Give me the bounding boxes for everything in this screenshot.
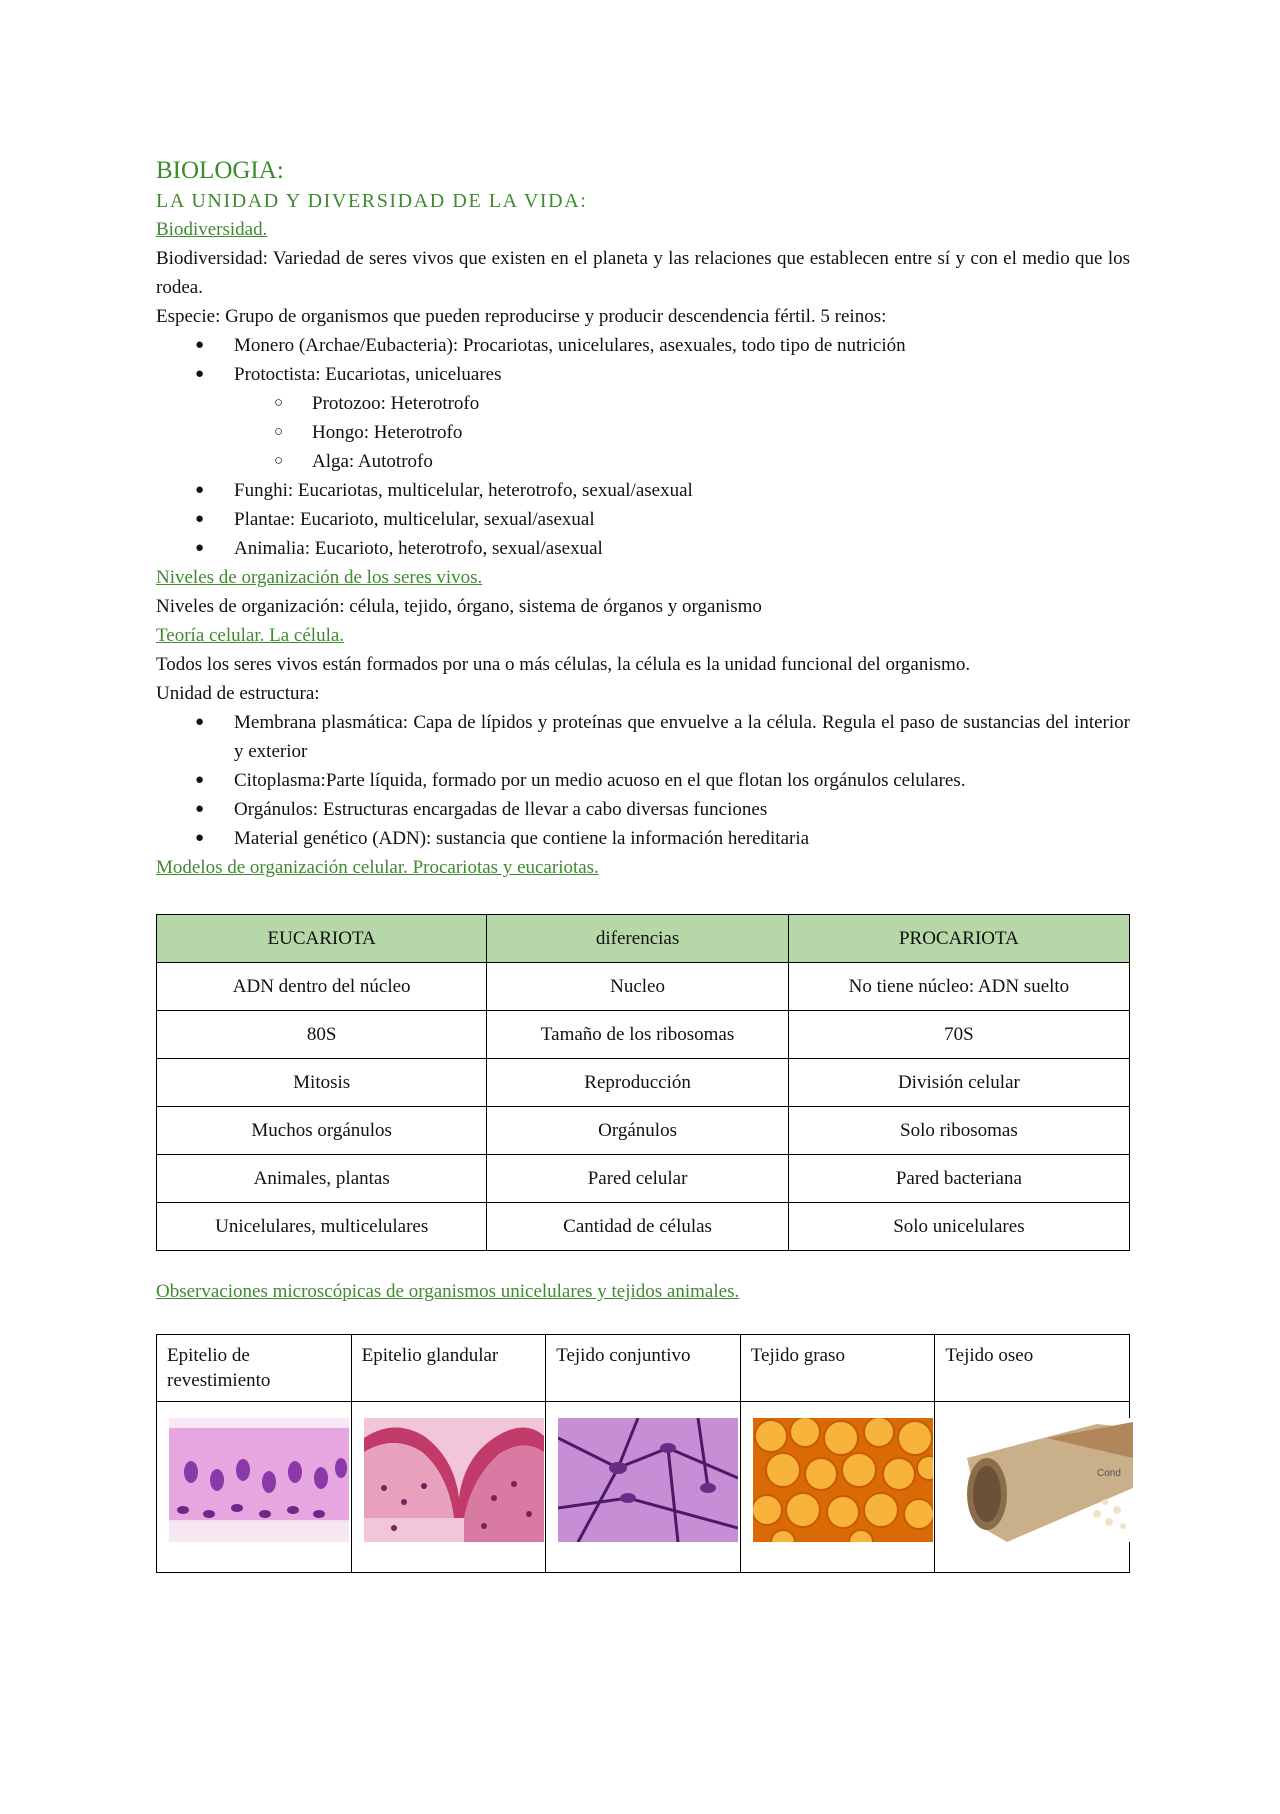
- epitelio-glandular-image: [364, 1418, 544, 1542]
- tissue-label: Epitelio glandular: [351, 1335, 546, 1402]
- paragraph-teoria: Todos los seres vivos están formados por una o más células, la célula es la unidad funcional del organismo.: [156, 654, 971, 675]
- table-cell: División celular: [788, 1059, 1129, 1107]
- sub-list-item: ○ Alga: Autotrofo: [156, 447, 1130, 476]
- list-item: ● Animalia: Eucarioto, heterotrofo, sexual/asexual: [156, 534, 1130, 563]
- tissue-label: Tejido graso: [740, 1335, 935, 1402]
- estructura-list: [156, 708, 1130, 853]
- epitelio-revestimiento-image: [169, 1418, 349, 1542]
- heading-niveles[interactable]: Niveles de organización de los seres vivos.: [156, 567, 483, 588]
- table-cell: Tamaño de los ribosomas: [487, 1011, 788, 1059]
- table-row: [157, 1107, 1130, 1155]
- table-cell: 70S: [788, 1011, 1129, 1059]
- image-cell: [740, 1402, 935, 1573]
- document-title: BIOLOGIA:: [156, 157, 284, 184]
- reinos-list: [156, 331, 1130, 563]
- table-header-row: [157, 915, 1130, 963]
- paragraph-especie: Especie: Grupo de organismos que pueden reproducirse y producir descendencia fértil. 5 reinos:: [156, 306, 887, 327]
- tejido-graso-image: [753, 1418, 933, 1542]
- tejido-conjuntivo-image: [558, 1418, 738, 1542]
- list-item: ● Material genético (ADN): sustancia que contiene la información hereditaria: [156, 824, 1130, 853]
- table-cell: Pared bacteriana: [788, 1155, 1129, 1203]
- tejido-oseo-image: [947, 1418, 1133, 1542]
- table-cell: Unicelulares, multicelulares: [157, 1203, 487, 1251]
- table-cell: Solo unicelulares: [788, 1203, 1129, 1251]
- heading-teoria-celular[interactable]: Teoría celular. La célula.: [156, 625, 345, 646]
- heading-biodiversidad[interactable]: Biodiversidad.: [156, 219, 268, 240]
- tissues-table: [156, 1334, 1130, 1573]
- heading-observaciones[interactable]: Observaciones microscópicas de organismos unicelulares y tejidos animales.: [156, 1281, 740, 1302]
- table-header-cell: PROCARIOTA: [788, 915, 1129, 963]
- sub-list-item: ○ Hongo: Heterotrofo: [156, 418, 1130, 447]
- tissue-label: Tejido conjuntivo: [546, 1335, 741, 1402]
- table-header-cell: EUCARIOTA: [157, 915, 487, 963]
- table-cell: Solo ribosomas: [788, 1107, 1129, 1155]
- table-row: [157, 1335, 1130, 1402]
- list-item: ● Funghi: Eucariotas, multicelular, heterotrofo, sexual/asexual: [156, 476, 1130, 505]
- table-cell: Reproducción: [487, 1059, 788, 1107]
- table-header-cell: diferencias: [487, 915, 788, 963]
- list-item: ● Plantae: Eucarioto, multicelular, sexual/asexual: [156, 505, 1130, 534]
- table-cell: Nucleo: [487, 963, 788, 1011]
- list-item: ● Citoplasma:Parte líquida, formado por un medio acuoso en el que flotan los orgánulos celulares.: [156, 766, 1130, 795]
- table-row: [157, 963, 1130, 1011]
- image-cell: [157, 1402, 352, 1573]
- table-row: [157, 1203, 1130, 1251]
- table-row: [157, 1402, 1130, 1573]
- table-row: [157, 1155, 1130, 1203]
- paragraph-niveles: Niveles de organización: célula, tejido, órgano, sistema de órganos y organismo: [156, 596, 762, 617]
- table-cell: ADN dentro del núcleo: [157, 963, 487, 1011]
- document-subtitle: LA UNIDAD Y DIVERSIDAD DE LA VIDA:: [156, 190, 588, 212]
- table-cell: 80S: [157, 1011, 487, 1059]
- table-cell: Orgánulos: [487, 1107, 788, 1155]
- list-item: ● Membrana plasmática: Capa de lípidos y proteínas que envuelve a la célula. Regula el paso de sustancias del interior y exterior: [156, 708, 1130, 766]
- table-cell: Muchos orgánulos: [157, 1107, 487, 1155]
- table-cell: Mitosis: [157, 1059, 487, 1107]
- tissue-label: Epitelio de revestimiento: [157, 1335, 352, 1402]
- list-item: ● Protoctista: Eucariotas, uniceluares: [156, 360, 1130, 389]
- tissue-label: Tejido oseo: [935, 1335, 1130, 1402]
- table-cell: Pared celular: [487, 1155, 788, 1203]
- image-cell: [546, 1402, 741, 1573]
- image-label: Cond: [1097, 1468, 1122, 1479]
- list-item: ● Monero (Archae/Eubacteria): Procariotas, unicelulares, asexuales, todo tipo de nutrición: [156, 331, 1130, 360]
- table-row: [157, 1059, 1130, 1107]
- image-cell: [351, 1402, 546, 1573]
- table-cell: Cantidad de células: [487, 1203, 788, 1251]
- table-row: [157, 1011, 1130, 1059]
- image-cell: [935, 1402, 1130, 1573]
- paragraph-biodiversidad: Biodiversidad: Variedad de seres vivos que existen en el planeta y las relaciones que establecen entre sí y con el medio que los rodea.: [156, 248, 1130, 298]
- comparison-table: [156, 914, 1130, 1251]
- heading-modelos[interactable]: Modelos de organización celular. Procariotas y eucariotas.: [156, 857, 599, 878]
- paragraph-unidad-estructura: Unidad de estructura:: [156, 683, 320, 704]
- table-cell: No tiene núcleo: ADN suelto: [788, 963, 1129, 1011]
- document-page: [156, 155, 1130, 1573]
- table-cell: Animales, plantas: [157, 1155, 487, 1203]
- list-item: ● Orgánulos: Estructuras encargadas de llevar a cabo diversas funciones: [156, 795, 1130, 824]
- sub-list-item: ○ Protozoo: Heterotrofo: [156, 389, 1130, 418]
